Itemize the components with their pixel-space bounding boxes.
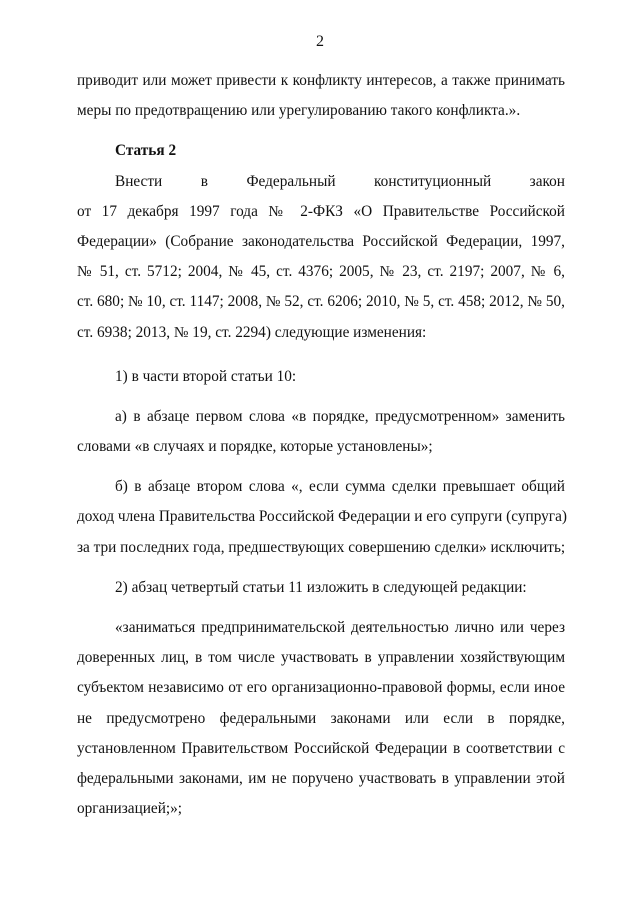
text-line: приводит или может привести к конфликту интересов, а также принимать xyxy=(77,72,565,89)
text-line: от 17 декабря 1997 года № 2-ФКЗ «О Правительстве Российской xyxy=(77,202,565,220)
text-line: субъектом независимо от его организационно-правовой формы, если иное xyxy=(77,679,565,697)
text-line: а) в абзаце первом слова «в порядке, предусмотренном» заменить xyxy=(115,407,565,425)
item-2-heading: 2) абзац четвертый статьи 11 изложить в следующей редакции: xyxy=(115,578,527,596)
text-line: установленном Правительством Российской Федерации в соответствии с xyxy=(77,739,565,757)
text-line: б) в абзаце втором слова «, если сумма сделки превышает общий xyxy=(115,478,565,496)
text-line: доверенных лиц, в том числе участвовать в управлении хозяйствующим xyxy=(77,649,565,667)
text-line: доход члена Правительства Российской Федерации и его супруги (супруга) xyxy=(77,508,567,526)
text-line: «заниматься предпринимательской деятельностью лично или через xyxy=(115,619,565,636)
continuation-paragraph xyxy=(77,66,565,126)
text-line: не предусмотрено федеральными законами или если в порядке, xyxy=(77,709,565,727)
text-line: организацией;»; xyxy=(77,800,183,818)
subitem-a-paragraph xyxy=(77,402,565,462)
text-line: № 51, ст. 5712; 2004, № 45, ст. 4376; 2005, № 23, ст. 2197; 2007, № 6, xyxy=(77,263,565,281)
text-line: Внести в Федеральный конституционный закон xyxy=(115,172,565,190)
quoted-paragraph xyxy=(77,613,565,824)
article-heading: Статья 2 xyxy=(115,142,177,160)
intro-paragraph xyxy=(77,167,565,348)
subitem-b-paragraph xyxy=(77,472,565,563)
document-body xyxy=(77,66,565,824)
text-line: меры по предотвращению или урегулированию такого конфликта.». xyxy=(77,102,521,120)
text-line: федеральными законами, им не поручено участвовать в управлении этой xyxy=(77,769,565,787)
text-line: за три последних года, предшествующих совершению сделки» исключить; xyxy=(77,538,566,556)
text-line: Федерации» (Собрание законодательства Российской Федерации, 1997, xyxy=(77,232,565,250)
text-line: ст. 680; № 10, ст. 1147; 2008, № 52, ст. 6206; 2010, № 5, ст. 458; 2012, № 50, xyxy=(77,293,565,311)
text-line: ст. 6938; 2013, № 19, ст. 2294) следующие изменения: xyxy=(77,323,427,341)
text-line: словами «в случаях и порядке, которые установлены»; xyxy=(77,438,433,456)
page-number: 2 xyxy=(316,33,324,50)
item-1-heading: 1) в части второй статьи 10: xyxy=(115,367,297,385)
